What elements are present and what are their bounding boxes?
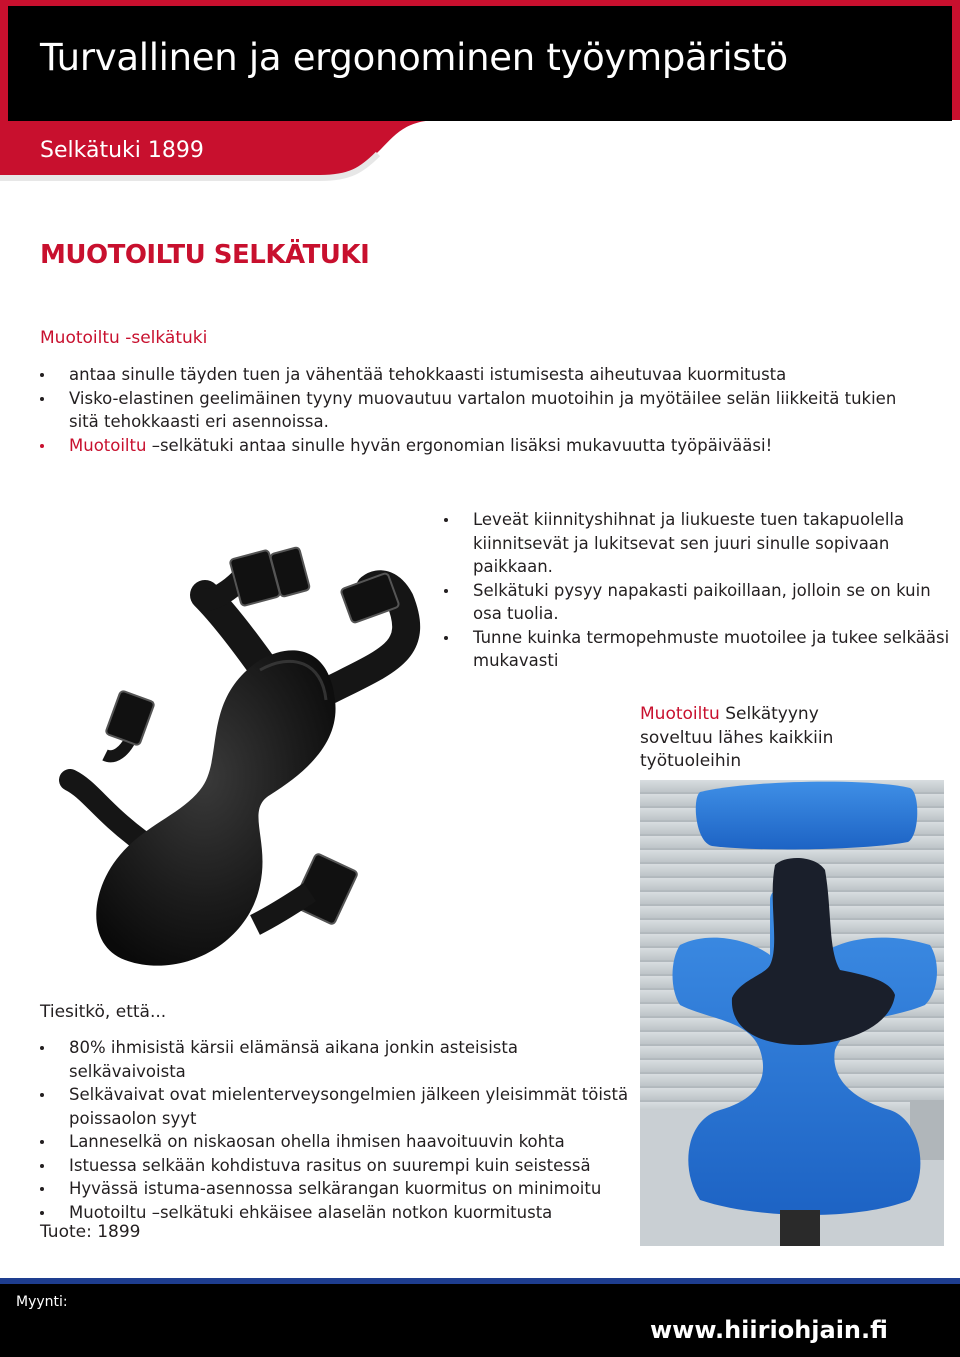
back-cushion-image xyxy=(30,540,450,1000)
page-subtitle: Selkätuki 1899 xyxy=(40,138,204,163)
brand-name: Muotoiltu xyxy=(69,435,147,455)
list-item: Selkävaivat ovat mielenterveysongelmien jälkeen yleisimmät töistä poissaolon syyt xyxy=(40,1083,630,1130)
suitability-text xyxy=(640,703,880,774)
brand-name: Muotoiltu xyxy=(640,704,720,724)
intro-list xyxy=(40,363,930,457)
list-item: Tunne kuinka termopehmuste muotoilee ja tukee selkääsi mukavasti xyxy=(444,626,956,673)
suitability-rest: Selkätyyny soveltuu lähes kaikkiin työtuoleihin xyxy=(640,704,834,771)
list-item: antaa sinulle täyden tuen ja vähentää tehokkaasti istumisesta aiheutuvaa kuormitusta xyxy=(40,363,930,387)
list-item: Lanneselkä on niskaosan ohella ihmisen haavoituuvin kohta xyxy=(40,1130,630,1154)
main-heading: MUOTOILTU SELKÄTUKI xyxy=(40,240,370,270)
list-item: Istuessa selkään kohdistuva rasitus on suurempi kuin seistessä xyxy=(40,1154,630,1178)
features-list xyxy=(444,508,956,673)
facts-list xyxy=(40,1036,630,1224)
list-item: Muotoiltu –selkätuki ehkäisee alaselän notkon kuormitusta xyxy=(40,1201,630,1225)
list-item xyxy=(40,434,930,458)
intro-heading: Muotoiltu -selkätuki xyxy=(40,328,208,348)
list-item: Hyvässä istuma-asennossa selkärangan kuormitus on minimoitu xyxy=(40,1177,630,1201)
list-item: Visko-elastinen geelimäinen tyyny muovautuu vartalon muotoihin ja myötäilee selän liikkeitä tukien sitä tehokkaasti eri asennoissa. xyxy=(40,387,930,434)
list-item-text: –selkätuki antaa sinulle hyvän ergonomian lisäksi mukavuutta työpäivääsi! xyxy=(146,435,773,455)
facts-heading: Tiesitkö, että... xyxy=(40,1002,167,1022)
page-title: Turvallinen ja ergonominen työympäristö xyxy=(40,36,788,79)
product-code: Tuote: 1899 xyxy=(40,1222,141,1242)
list-item: Leveät kiinnityshihnat ja liukueste tuen takapuolella kiinnitsevät ja lukitsevat sen juuri sinulle sopivaan paikkaan. xyxy=(444,508,956,579)
website-link[interactable]: www.hiiriohjain.fi xyxy=(650,1316,888,1344)
list-item: Selkätuki pysyy napakasti paikoillaan, jolloin se on kuin osa tuolia. xyxy=(444,579,956,626)
list-item: 80% ihmisistä kärsii elämänsä aikana jonkin asteisista selkävaivoista xyxy=(40,1036,630,1083)
footer-label: Myynti: xyxy=(16,1294,68,1310)
chair-photo xyxy=(640,780,944,1246)
